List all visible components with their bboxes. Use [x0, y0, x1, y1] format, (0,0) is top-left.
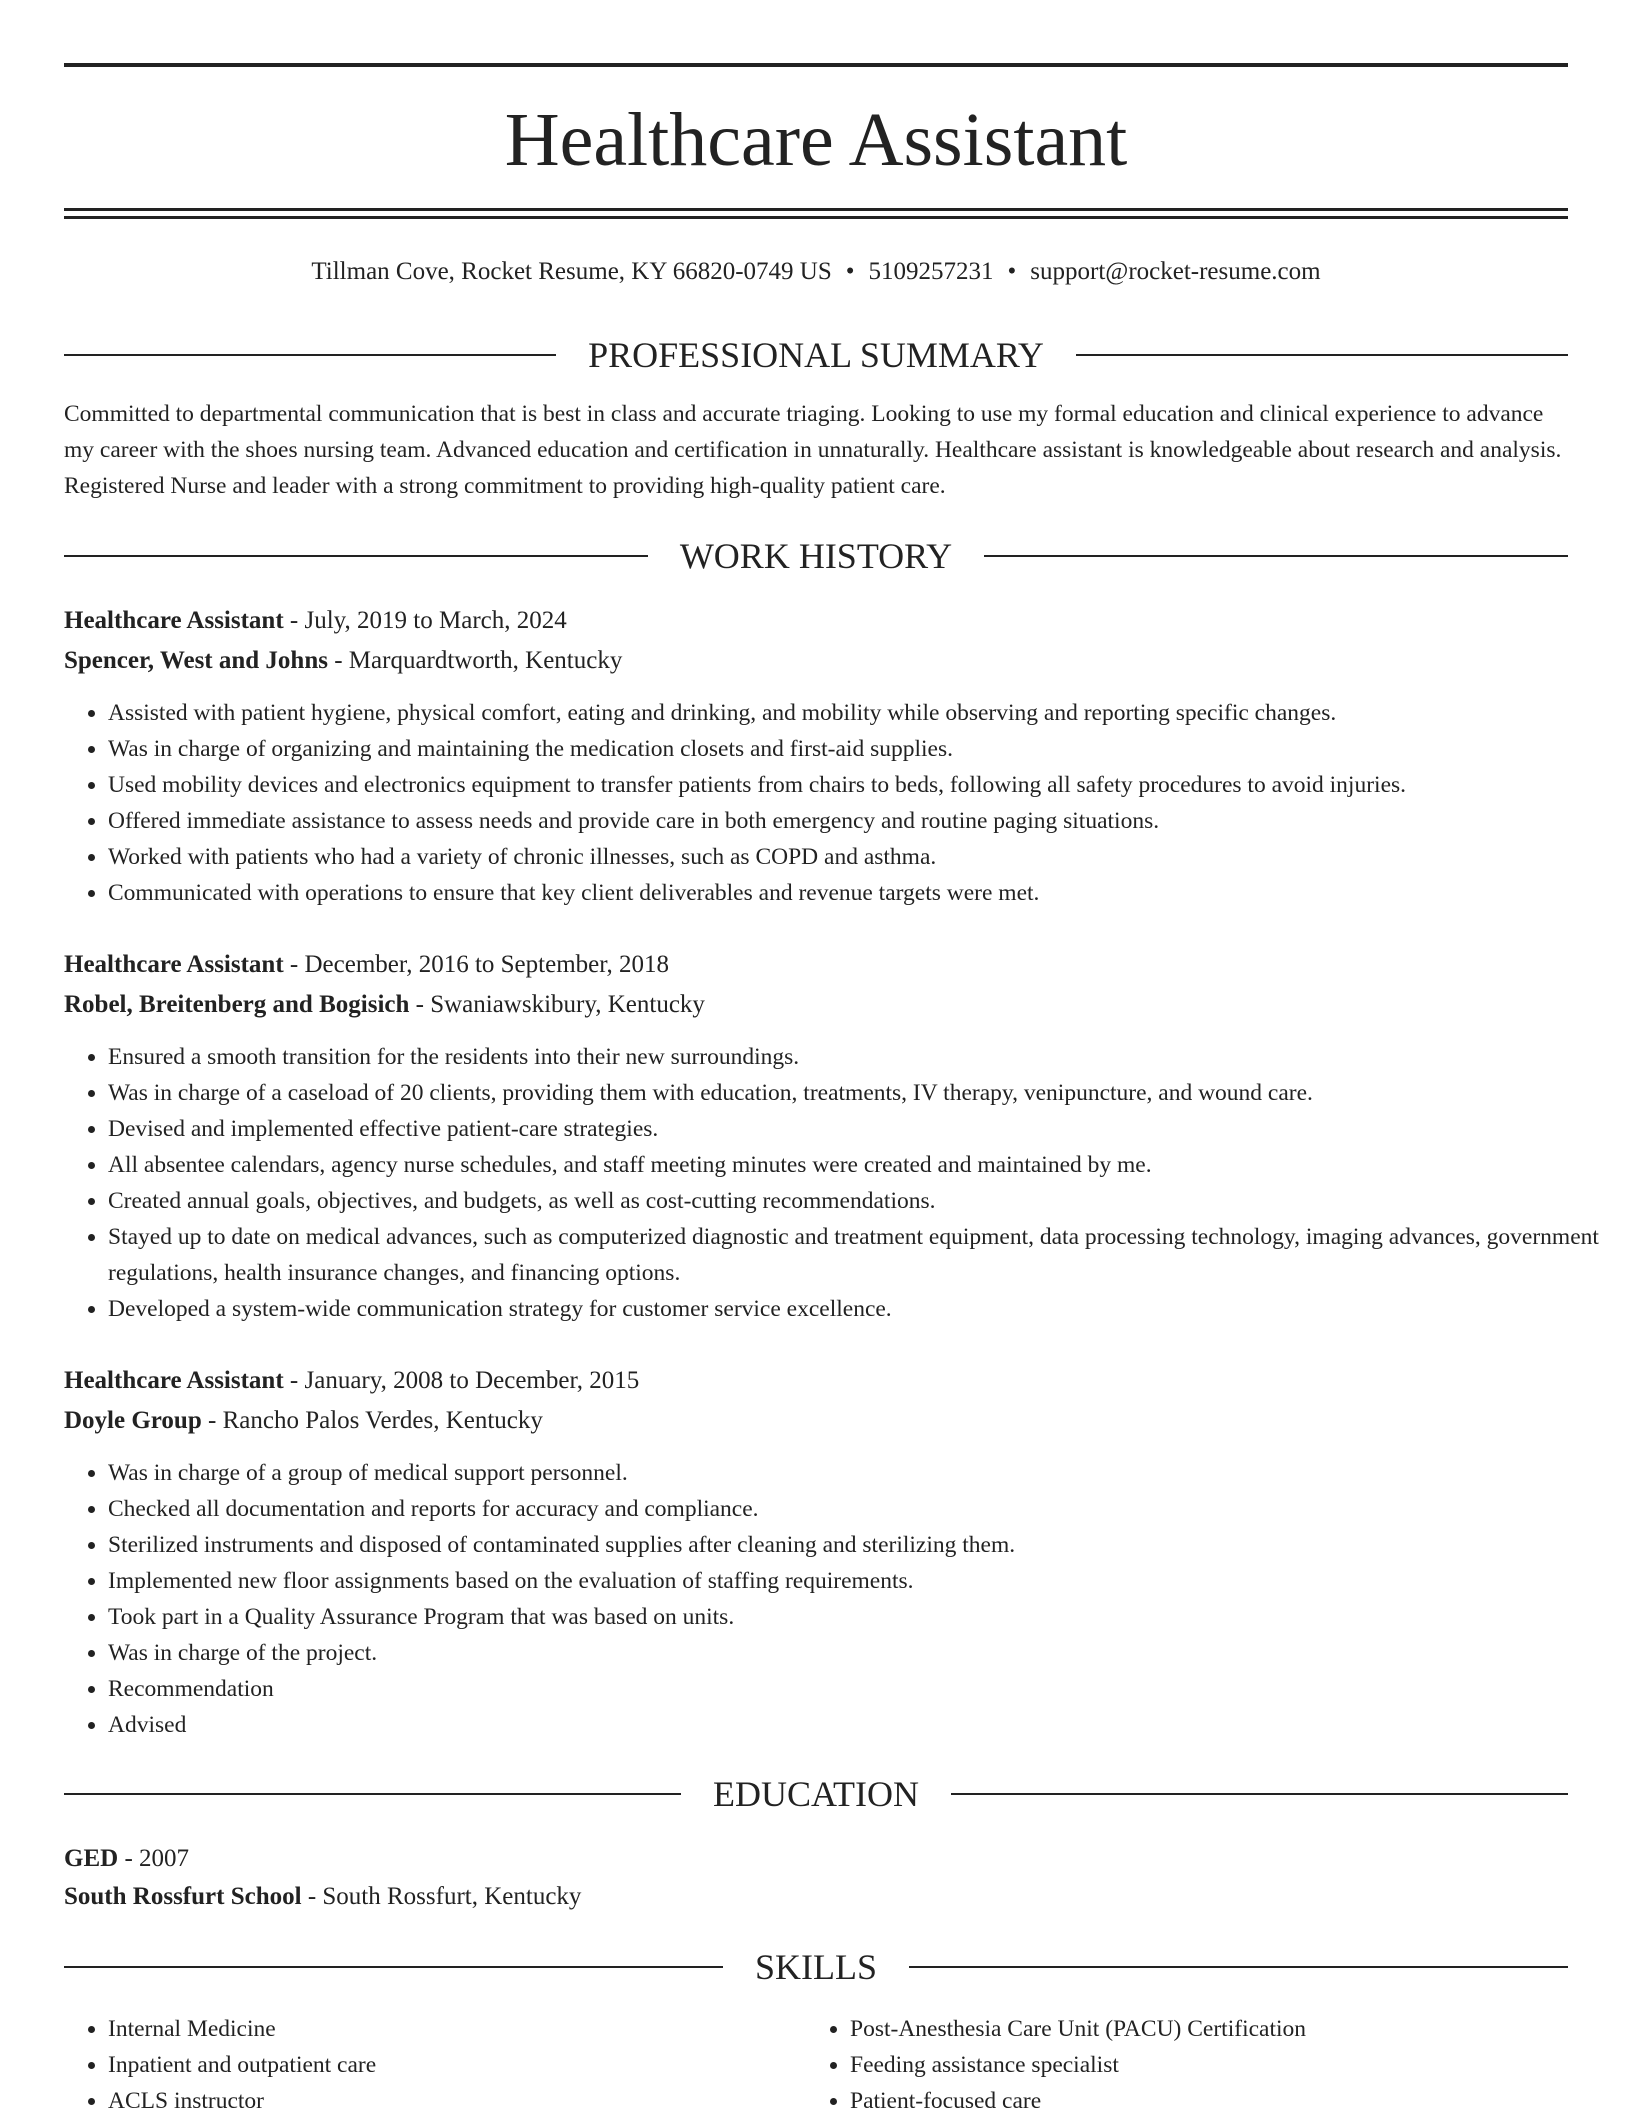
job-title-line — [64, 1363, 1568, 1399]
list-item: • Sterilized instruments and disposed of contaminated supplies after cleaning and sterilizing them. — [108, 1527, 1612, 1563]
work-history-heading — [64, 534, 1568, 578]
skills-heading — [64, 1945, 1568, 1989]
job-title-line — [64, 947, 1568, 983]
job-bullets — [64, 695, 1612, 911]
job-bullets — [64, 1039, 1612, 1327]
list-item: • Inpatient and outpatient care — [108, 2047, 808, 2083]
list-item: • Post-Anesthesia Care Unit (PACU) Certification — [850, 2011, 1550, 2047]
summary-heading — [64, 333, 1568, 377]
education-heading-label: EDUCATION — [713, 1774, 919, 1814]
header-top-rule — [64, 63, 1568, 67]
job-dates: - January, 2008 to December, 2015 — [283, 1367, 640, 1394]
list-item: • Stayed up to date on medical advances, such as computerized diagnostic and treatment equipment, data processing technology, imaging advances, government regulations, health insurance changes, and financing options. — [108, 1219, 1612, 1291]
job-company-line — [64, 643, 1568, 679]
list-item: • Created annual goals, objectives, and budgets, as well as cost-cutting recommendations. — [108, 1183, 1612, 1219]
summary-text: Committed to departmental communication that is best in class and accurate triaging. Looking to use my formal education and clinical experience to advance my career with the shoes nursing team. Advanced education and certification in unnaturally. Healthcare assistant is knowledgeable about research and analysis. Registered Nurse and leader with a strong commitment to providing high-quality patient care. — [64, 401, 1562, 499]
list-item: • Advised — [108, 1707, 1612, 1743]
job-dates: - July, 2019 to March, 2024 — [283, 607, 567, 634]
list-item: • Offered immediate assistance to assess needs and provide care in both emergency and routine paging situations. — [108, 803, 1612, 839]
list-item: • Was in charge of the project. — [108, 1635, 1612, 1671]
job-title: Healthcare Assistant — [64, 1367, 284, 1394]
education-degree: GED — [64, 1845, 119, 1872]
summary-heading-label: PROFESSIONAL SUMMARY — [588, 335, 1044, 375]
heading-rule-right — [909, 1966, 1568, 1968]
contact-phone: 5109257231 — [868, 258, 994, 285]
list-item: • Checked all documentation and reports for accuracy and compliance. — [108, 1491, 1612, 1527]
heading-rule-left — [64, 555, 648, 557]
education-school: South Rossfurt School — [64, 1883, 302, 1910]
contact-separator: • — [845, 258, 855, 285]
education-school-line — [64, 1879, 1568, 1915]
heading-rule-right — [951, 1793, 1568, 1795]
list-item: • Was in charge of organizing and maintaining the medication closets and first-aid supplies. — [108, 731, 1612, 767]
job-company: Doyle Group — [64, 1407, 202, 1434]
job-title: Healthcare Assistant — [64, 951, 284, 978]
heading-rule-left — [64, 1793, 681, 1795]
job-company: Robel, Breitenberg and Bogisich — [64, 991, 410, 1018]
job-company-line — [64, 987, 1568, 1023]
list-item: • Devised and implemented effective patient-care strategies. — [108, 1111, 1612, 1147]
list-item: • All absentee calendars, agency nurse schedules, and staff meeting minutes were created and maintained by me. — [108, 1147, 1612, 1183]
education-location: - South Rossfurt, Kentucky — [301, 1883, 582, 1910]
list-item: • Took part in a Quality Assurance Program that was based on units. — [108, 1599, 1612, 1635]
job-company-line — [64, 1403, 1568, 1439]
education-degree-line — [64, 1841, 1568, 1877]
contact-address: Tillman Cove, Rocket Resume, KY 66820-0749 US — [311, 258, 832, 285]
contact-line — [64, 255, 1568, 289]
heading-rule-right — [1076, 354, 1568, 356]
list-item: • Internal Medicine — [108, 2011, 808, 2047]
contact-email: support@rocket-resume.com — [1030, 258, 1321, 285]
header-bottom-rule — [64, 208, 1568, 211]
job-dates: - December, 2016 to September, 2018 — [283, 951, 670, 978]
job-bullets — [64, 1455, 1612, 1743]
list-item: • Worked with patients who had a variety of chronic illnesses, such as COPD and asthma. — [108, 839, 1612, 875]
header-bottom-rule-double — [64, 216, 1568, 219]
list-item: • Implemented new floor assignments based on the evaluation of staffing requirements. — [108, 1563, 1612, 1599]
list-item: • Communicated with operations to ensure that key client deliverables and revenue targets were met. — [108, 875, 1612, 911]
list-item: • Patient-focused care — [850, 2083, 1550, 2119]
contact-separator: • — [1007, 258, 1017, 285]
job-location: - Rancho Palos Verdes, Kentucky — [201, 1407, 543, 1434]
education-heading — [64, 1772, 1568, 1816]
job-title: Healthcare Assistant — [64, 607, 284, 634]
list-item: • Recommendation — [108, 1671, 1612, 1707]
skills-heading-label: SKILLS — [755, 1947, 878, 1987]
job-company: Spencer, West and Johns — [64, 647, 328, 674]
heading-rule-left — [64, 1966, 723, 1968]
list-item: • Was in charge of a caseload of 20 clients, providing them with education, treatments, IV therapy, venipuncture, and wound care. — [108, 1075, 1612, 1111]
list-item: • Assisted with patient hygiene, physical comfort, eating and drinking, and mobility while observing and reporting specific changes. — [108, 695, 1612, 731]
work-history-heading-label: WORK HISTORY — [679, 536, 953, 576]
list-item: • Developed a system-wide communication strategy for customer service excellence. — [108, 1291, 1612, 1327]
job-location: - Marquardtworth, Kentucky — [327, 647, 623, 674]
list-item: • Used mobility devices and electronics equipment to transfer patients from chairs to beds, following all safety procedures to avoid injuries. — [108, 767, 1612, 803]
heading-rule-right — [984, 555, 1568, 557]
skills-list-left — [64, 2011, 808, 2119]
job-title-line — [64, 603, 1568, 639]
list-item: • Ensured a smooth transition for the residents into their new surroundings. — [108, 1039, 1612, 1075]
heading-rule-left — [64, 354, 556, 356]
education-year: - 2007 — [118, 1845, 190, 1872]
job-location: - Swaniawskibury, Kentucky — [409, 991, 705, 1018]
page-title: Healthcare Assistant — [504, 98, 1128, 182]
list-item: • Feeding assistance specialist — [850, 2047, 1550, 2083]
list-item: • Was in charge of a group of medical support personnel. — [108, 1455, 1612, 1491]
list-item: • ACLS instructor — [108, 2083, 808, 2119]
skills-list-right — [806, 2011, 1550, 2119]
